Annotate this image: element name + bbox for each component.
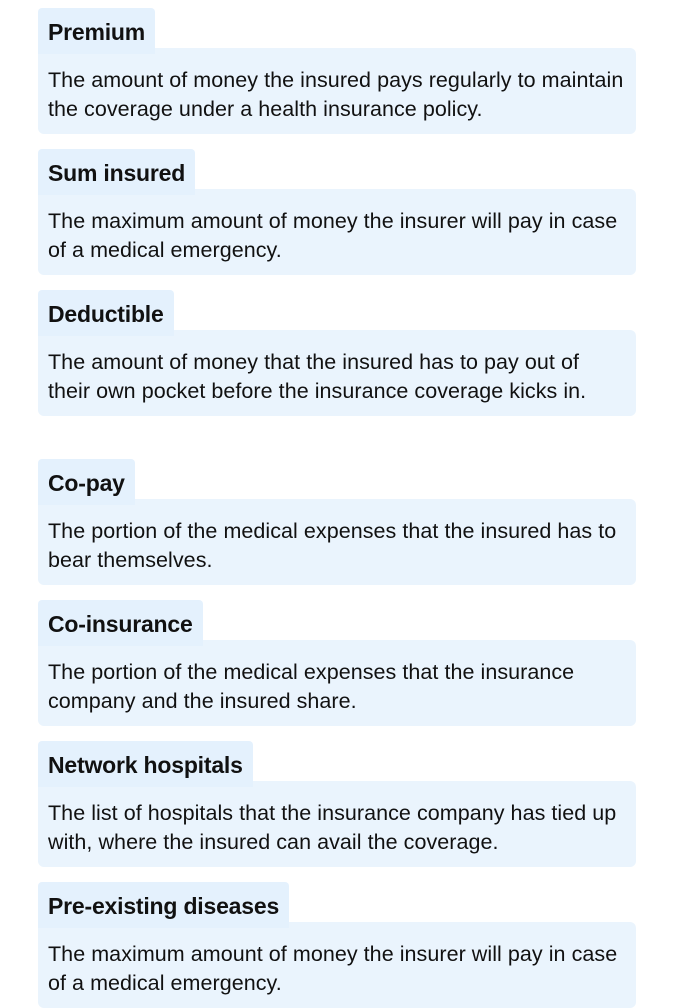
term-label: Co-pay (38, 459, 135, 505)
term-description: The list of hospitals that the insurance company has tied up with, where the insured can avail the coverage. (38, 781, 636, 867)
term-label: Co-insurance (38, 600, 203, 646)
term-label: Network hospitals (38, 741, 253, 787)
term-label: Pre-existing diseases (38, 882, 289, 928)
glossary-item-sum-insured (38, 149, 636, 275)
term-description: The amount of money the insured pays regularly to maintain the coverage under a health insurance policy. (38, 48, 636, 134)
term-description: The portion of the medical expenses that the insured has to bear themselves. (38, 499, 636, 585)
glossary-item-network-hospitals (38, 741, 636, 867)
glossary-item-co-pay (38, 459, 636, 585)
term-description: The amount of money that the insured has to pay out of their own pocket before the insurance coverage kicks in. (38, 330, 636, 416)
glossary-item-premium (38, 8, 636, 134)
term-label: Sum insured (38, 149, 195, 195)
term-description: The maximum amount of money the insurer will pay in case of a medical emergency. (38, 189, 636, 275)
term-label: Premium (38, 8, 155, 54)
glossary-item-pre-existing-diseases (38, 882, 636, 1008)
glossary-item-deductible (38, 290, 636, 416)
term-description: The maximum amount of money the insurer will pay in case of a medical emergency. (38, 922, 636, 1008)
term-description: The portion of the medical expenses that the insurance company and the insured share. (38, 640, 636, 726)
term-label: Deductible (38, 290, 174, 336)
glossary-item-co-insurance (38, 600, 636, 726)
